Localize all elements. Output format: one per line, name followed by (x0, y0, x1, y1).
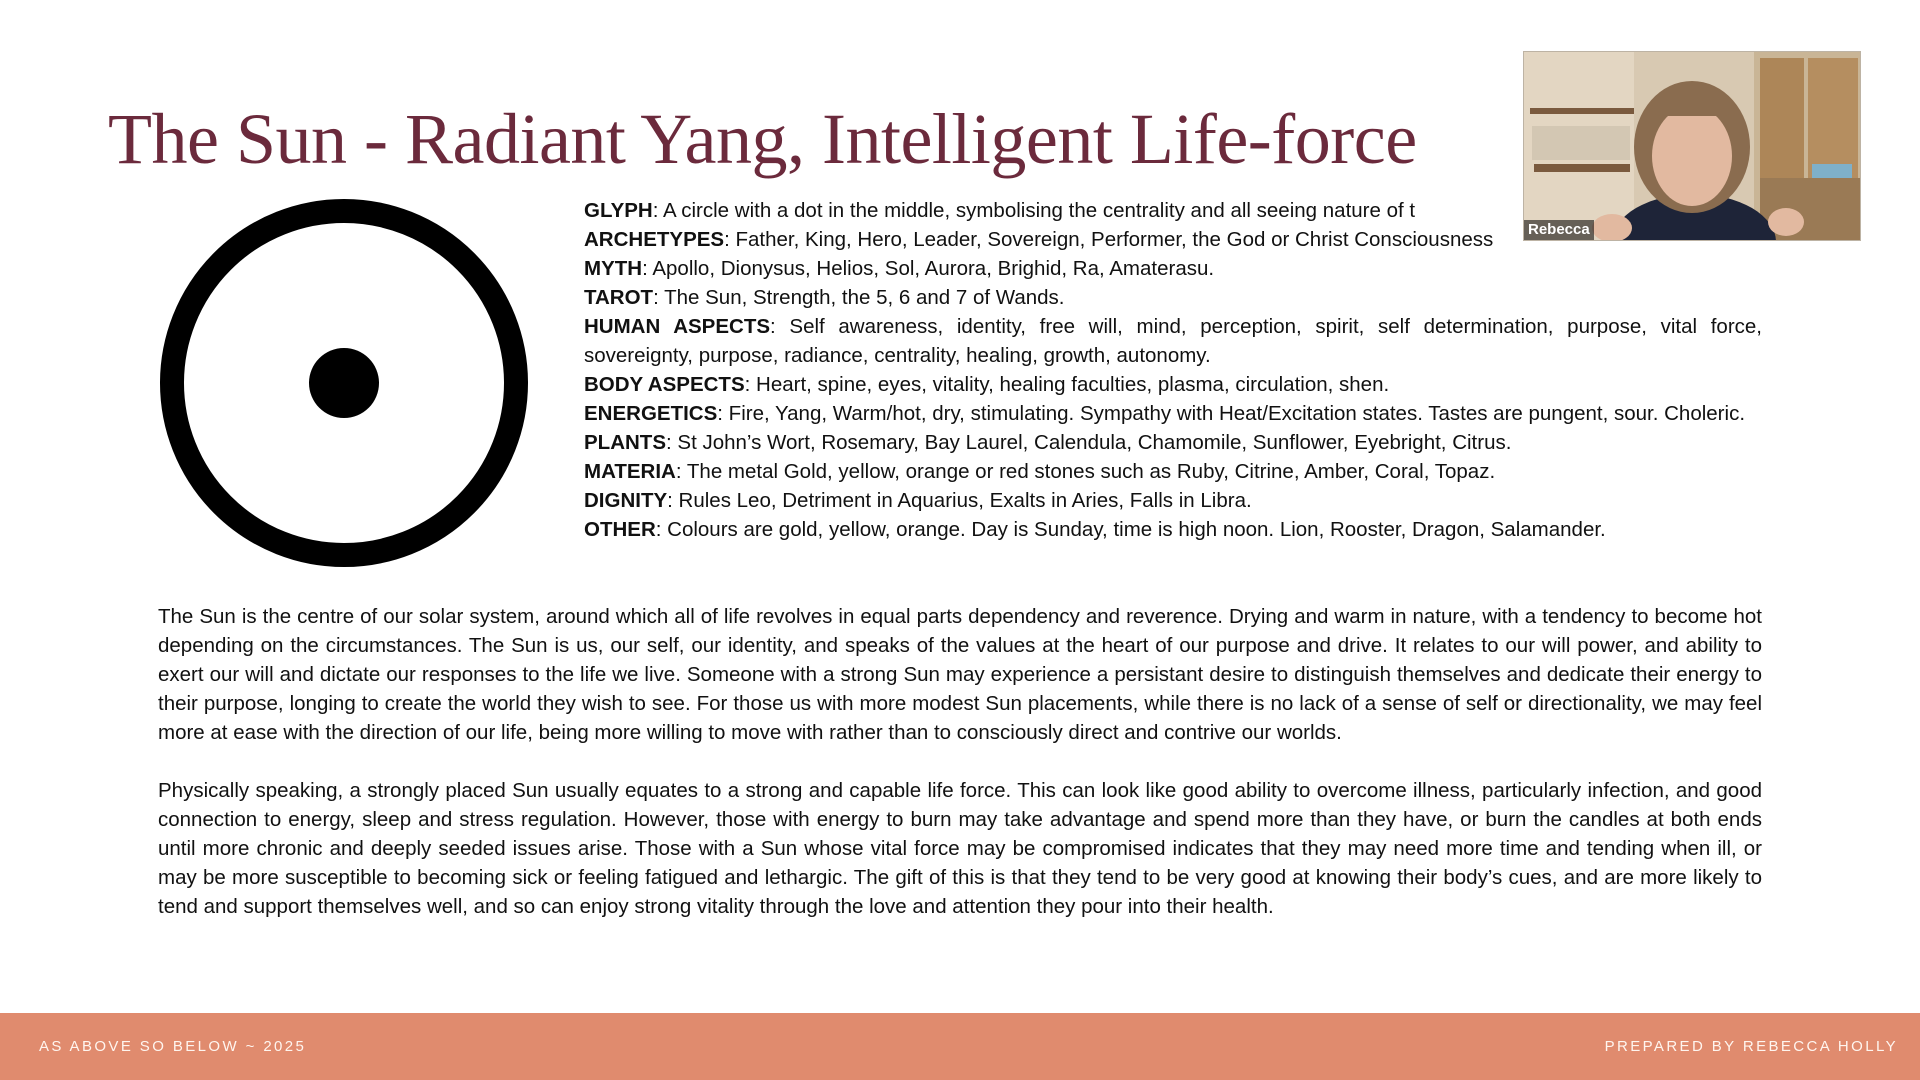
attribute-label: PLANTS (584, 431, 666, 454)
attribute-plants (584, 428, 1762, 457)
attribute-text: : The Sun, Strength, the 5, 6 and 7 of Wands. (653, 286, 1065, 309)
attribute-energetics (584, 399, 1762, 428)
attribute-label: MATERIA (584, 460, 676, 483)
attribute-label: TAROT (584, 286, 654, 309)
attribute-label: GLYPH (584, 199, 653, 222)
paragraph: Physically speaking, a strongly placed Sun usually equates to a strong and capable life force. This can look like good ability to overcome illness, particularly infection, and good connection to energy, sleep and stress regulation. However, those with energy to burn may take advantage and spend more than they have, or burn the candles at both ends until more chronic and deeply seeded issues arise. Those with a Sun whose vital force may be compromised indicates that they may need more time and tending when ill, or may be more susceptible to becoming sick or feeling fatigued and lethargic. The gift of this is that they tend to be very good at knowing their body’s cues, and are more likely to tend and support themselves well, and so can enjoy strong vitality through the love and attention they pour into their health. (158, 779, 1762, 918)
attribute-text: : Heart, spine, eyes, vitality, healing faculties, plasma, circulation, shen. (744, 373, 1390, 396)
attribute-other (584, 515, 1762, 544)
footer-left-text: AS ABOVE SO BELOW ~ 2025 (39, 1038, 307, 1055)
attribute-text: : St John’s Wort, Rosemary, Bay Laurel, Calendula, Chamomile, Sunflower, Eyebright, Citrus. (666, 431, 1512, 454)
attribute-body-aspects (584, 370, 1762, 399)
attribute-tarot (584, 283, 1762, 312)
attribute-label: OTHER (584, 518, 656, 541)
sun-symbol-icon (158, 197, 530, 569)
footer-right-text: PREPARED BY REBECCA HOLLY (1604, 1038, 1898, 1055)
attribute-dignity (584, 486, 1762, 515)
attribute-label: HUMAN ASPECTS (584, 315, 771, 338)
attribute-text: : Rules Leo, Detriment in Aquarius, Exalts in Aries, Falls in Libra. (667, 489, 1252, 512)
attribute-label: MYTH (584, 257, 643, 280)
participant-video-feed (1524, 52, 1861, 241)
attribute-text: : Apollo, Dionysus, Helios, Sol, Aurora, Brighid, Ra, Amaterasu. (642, 257, 1215, 280)
participant-name-label: Rebecca (1524, 220, 1594, 240)
footer-bar (0, 1013, 1920, 1080)
paragraph: The Sun is the centre of our solar system, around which all of life revolves in equal parts dependency and reverence. Drying and warm in nature, with a tendency to become hot depending on the circumstances. The Sun is us, our self, our identity, and speaks of the values at the heart of our purpose and drive. It relates to our will power, and ability to exert our will and dictate our responses to the life we live. Someone with a strong Sun may experience a persistant desire to distinguish themselves and dedicate their energy to their purpose, longing to create the world they wish to see. For those us with more modest Sun placements, while there is no lack of a sense of self or directionality, we may feel more at ease with the direction of our life, being more willing to move with rather than to consciously direct and contrive our worlds. (158, 605, 1762, 744)
attribute-label: BODY ASPECTS (584, 373, 745, 396)
slide-title: The Sun - Radiant Yang, Intelligent Life-force (108, 99, 1417, 179)
attribute-text: : A circle with a dot in the middle, symbolising the centrality and all seeing nature of t (652, 199, 1416, 222)
attribute-text: : Self awareness, identity, free will, mind, perception, spirit, self determination, purpose, vital force, sovereignty, purpose, radiance, centrality, healing, growth, autonomy. (584, 315, 1762, 367)
attribute-text: : Fire, Yang, Warm/hot, dry, stimulating. Sympathy with Heat/Excitation states. Tastes are pungent, sour. Choleric. (717, 402, 1746, 425)
attribute-materia (584, 457, 1762, 486)
participant-video-tile[interactable] (1523, 51, 1861, 241)
body-text (158, 602, 1762, 950)
attribute-text: : Father, King, Hero, Leader, Sovereign, Performer, the God or Christ Consciousness (724, 228, 1494, 251)
attribute-label: ENERGETICS (584, 402, 718, 425)
attribute-list (584, 196, 1762, 544)
attribute-label: DIGNITY (584, 489, 668, 512)
attribute-myth (584, 254, 1762, 283)
attribute-human-aspects (584, 312, 1762, 370)
attribute-label: ARCHETYPES (584, 228, 725, 251)
attribute-text: : The metal Gold, yellow, orange or red stones such as Ruby, Citrine, Amber, Coral, Topaz. (675, 460, 1496, 483)
attribute-text: : Colours are gold, yellow, orange. Day is Sunday, time is high noon. Lion, Rooster, Dragon, Salamander. (655, 518, 1606, 541)
